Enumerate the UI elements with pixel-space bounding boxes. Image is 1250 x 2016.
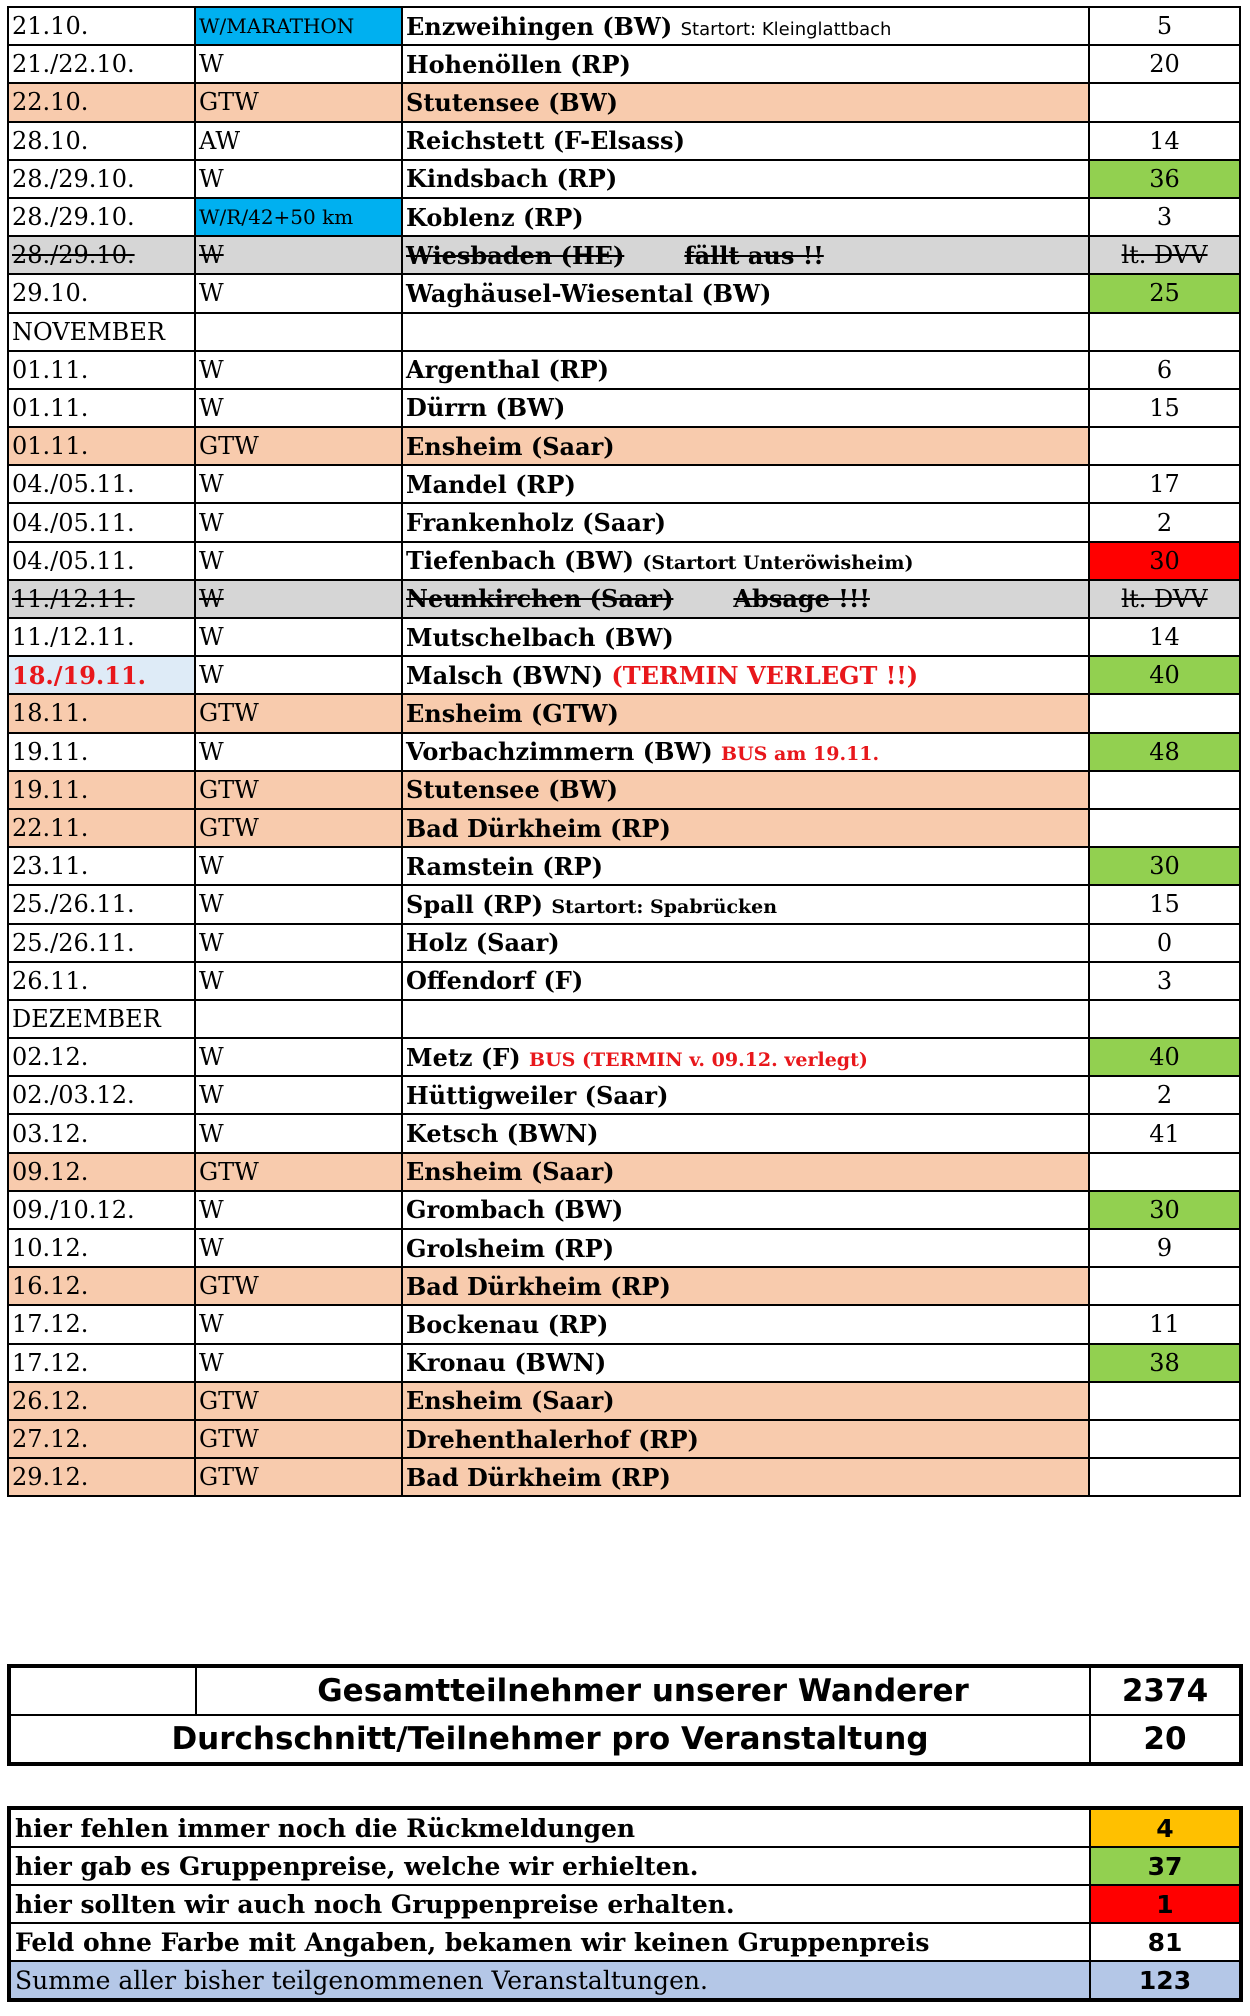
event-name (402, 618, 1089, 656)
event-name-text: Ensheim (Saar) (406, 1386, 615, 1416)
event-row (8, 1114, 1240, 1152)
event-row (8, 1076, 1240, 1114)
event-participants (1089, 771, 1240, 809)
event-row (8, 1305, 1240, 1343)
event-row (8, 389, 1240, 427)
event-date: 28./29.10. (8, 160, 195, 198)
event-date: 10.12. (8, 1229, 195, 1267)
event-type: W (195, 465, 402, 503)
event-participants: 5 (1089, 7, 1240, 45)
event-row (8, 1229, 1240, 1267)
totals-spacer-cell (9, 1666, 196, 1715)
event-name (402, 274, 1089, 312)
event-row (8, 847, 1240, 885)
average-participants-label: Durchschnitt/Teilnehmer pro Veranstaltung (9, 1715, 1090, 1764)
legend-text: Feld ohne Farbe mit Angaben, bekamen wir keinen Gruppenpreis (9, 1923, 1090, 1961)
event-row (8, 1344, 1240, 1382)
event-name (402, 809, 1089, 847)
event-date: 11./12.11. (8, 580, 195, 618)
total-participants-row (9, 1666, 1241, 1715)
event-type: W (195, 389, 402, 427)
event-date: 27.12. (8, 1420, 195, 1458)
event-participants: 40 (1089, 656, 1240, 694)
event-date: 02./03.12. (8, 1076, 195, 1114)
event-note: Startort: Kleinglattbach (680, 18, 892, 40)
event-participants: 14 (1089, 122, 1240, 160)
event-name-text: Ketsch (BWN) (406, 1119, 599, 1149)
event-type: W (195, 847, 402, 885)
event-name (402, 198, 1089, 236)
event-name-text: Bad Dürkheim (RP) (406, 813, 671, 843)
event-type: W (195, 885, 402, 923)
event-name-text: Enzweihingen (BW) (406, 11, 673, 41)
legend-table (7, 1806, 1243, 2002)
event-date: 19.11. (8, 771, 195, 809)
event-name-text: Stutensee (BW) (406, 775, 619, 805)
event-name-text: Argenthal (RP) (406, 355, 610, 385)
event-type: W (195, 274, 402, 312)
event-type: GTW (195, 83, 402, 121)
event-name (402, 1038, 1089, 1076)
event-cancel-note: fällt aus !! (684, 240, 824, 270)
event-type: W (195, 1114, 402, 1152)
event-participants (1089, 694, 1240, 732)
event-row (8, 656, 1240, 694)
event-name (402, 962, 1089, 1000)
event-name-text: Vorbachzimmern (BW) (406, 737, 713, 767)
event-participants: 17 (1089, 465, 1240, 503)
event-participants: 3 (1089, 198, 1240, 236)
legend-value: 81 (1090, 1923, 1241, 1961)
event-type (195, 1000, 402, 1038)
event-date: NOVEMBER (8, 313, 195, 351)
legend-table-body (9, 1808, 1241, 2000)
event-name-text: Grolsheim (RP) (406, 1233, 615, 1263)
event-type: GTW (195, 771, 402, 809)
event-type: W (195, 656, 402, 694)
event-row (8, 1038, 1240, 1076)
event-date: 17.12. (8, 1344, 195, 1382)
legend-row (9, 1808, 1241, 1847)
event-name-text: Bad Dürkheim (RP) (406, 1271, 671, 1301)
event-name-text: Mandel (RP) (406, 469, 576, 499)
event-type: W (195, 236, 402, 274)
month-header-row (8, 313, 1240, 351)
event-name-text: Koblenz (RP) (406, 202, 584, 232)
event-row (8, 1153, 1240, 1191)
event-name (402, 694, 1089, 732)
event-row (8, 427, 1240, 465)
event-date: 02.12. (8, 1038, 195, 1076)
event-date: 16.12. (8, 1267, 195, 1305)
event-row (8, 542, 1240, 580)
event-participants: 15 (1089, 885, 1240, 923)
event-name (402, 83, 1089, 121)
event-name (402, 503, 1089, 541)
event-type: W (195, 580, 402, 618)
event-row (8, 733, 1240, 771)
event-participants: 30 (1089, 847, 1240, 885)
event-name-text: Mutschelbach (BW) (406, 622, 674, 652)
event-date: 11./12.11. (8, 618, 195, 656)
event-participants: lt. DVV (1089, 580, 1240, 618)
event-name (402, 465, 1089, 503)
events-table-body (8, 7, 1240, 1496)
event-date: 19.11. (8, 733, 195, 771)
event-row (8, 83, 1240, 121)
event-date: 26.12. (8, 1382, 195, 1420)
event-red-note: (TERMIN VERLEGT !!) (611, 660, 919, 690)
event-date: 28./29.10. (8, 198, 195, 236)
event-type: W (195, 1038, 402, 1076)
event-participants: 30 (1089, 542, 1240, 580)
event-row (8, 1382, 1240, 1420)
event-name-text: Grombach (BW) (406, 1195, 624, 1225)
event-name (402, 389, 1089, 427)
event-type: AW (195, 122, 402, 160)
event-date: 25./26.11. (8, 924, 195, 962)
event-date: 01.11. (8, 351, 195, 389)
event-participants (1089, 1153, 1240, 1191)
event-type: GTW (195, 1420, 402, 1458)
legend-row (9, 1961, 1241, 2000)
event-date: 21.10. (8, 7, 195, 45)
event-name-text: Frankenholz (Saar) (406, 508, 666, 538)
event-name (402, 1076, 1089, 1114)
event-note: Startort: Spabrücken (551, 895, 778, 918)
event-participants (1089, 1458, 1240, 1496)
average-participants-value: 20 (1090, 1715, 1241, 1764)
event-participants: 2 (1089, 1076, 1240, 1114)
event-type: W (195, 618, 402, 656)
event-name (402, 313, 1089, 351)
event-row (8, 962, 1240, 1000)
event-name (402, 427, 1089, 465)
event-date: 25./26.11. (8, 885, 195, 923)
event-row (8, 618, 1240, 656)
event-participants: 40 (1089, 1038, 1240, 1076)
legend-value: 37 (1090, 1847, 1241, 1885)
event-name (402, 1382, 1089, 1420)
event-date: 18./19.11. (8, 656, 195, 694)
event-date: 26.11. (8, 962, 195, 1000)
event-note: (Startort Unteröwisheim) (642, 552, 914, 575)
event-name-text: Hohenöllen (RP) (406, 49, 631, 79)
event-name (402, 1153, 1089, 1191)
legend-row (9, 1923, 1241, 1961)
event-row (8, 198, 1240, 236)
event-name-text: Kronau (BWN) (406, 1348, 607, 1378)
event-participants: 36 (1089, 160, 1240, 198)
average-participants-row (9, 1715, 1241, 1764)
event-name-text: Ensheim (GTW) (406, 698, 619, 728)
total-participants-label: Gesamtteilnehmer unserer Wanderer (196, 1666, 1090, 1715)
event-participants: 11 (1089, 1305, 1240, 1343)
event-date: 23.11. (8, 847, 195, 885)
event-type: GTW (195, 1267, 402, 1305)
event-type: GTW (195, 1382, 402, 1420)
event-row (8, 1191, 1240, 1229)
legend-row (9, 1885, 1241, 1923)
event-name (402, 1267, 1089, 1305)
event-date: 18.11. (8, 694, 195, 732)
event-participants (1089, 313, 1240, 351)
event-type: GTW (195, 694, 402, 732)
event-name (402, 7, 1089, 45)
event-name-text: Wiesbaden (HE) (406, 240, 625, 270)
event-row (8, 1267, 1240, 1305)
event-date: 29.12. (8, 1458, 195, 1496)
event-participants: 6 (1089, 351, 1240, 389)
events-table (7, 6, 1241, 1497)
legend-text: hier fehlen immer noch die Rückmeldungen (9, 1808, 1090, 1847)
event-type: W (195, 733, 402, 771)
event-type: W (195, 160, 402, 198)
event-date: 09./10.12. (8, 1191, 195, 1229)
event-participants: 2 (1089, 503, 1240, 541)
event-red-note: BUS am 19.11. (721, 743, 880, 766)
event-participants (1089, 1382, 1240, 1420)
event-date: 01.11. (8, 389, 195, 427)
event-row (8, 694, 1240, 732)
event-date: 22.10. (8, 83, 195, 121)
event-participants (1089, 1420, 1240, 1458)
event-type: W/MARATHON (195, 7, 402, 45)
event-name (402, 771, 1089, 809)
event-row (8, 45, 1240, 83)
event-name (402, 1229, 1089, 1267)
event-name (402, 924, 1089, 962)
event-row (8, 503, 1240, 541)
event-name-text: Ramstein (RP) (406, 851, 603, 881)
event-name-text: Offendorf (F) (406, 966, 584, 996)
event-name (402, 1114, 1089, 1152)
event-row (8, 160, 1240, 198)
event-name-text: Tiefenbach (BW) (406, 546, 634, 576)
event-name (402, 885, 1089, 923)
event-participants: lt. DVV (1089, 236, 1240, 274)
event-type: W (195, 962, 402, 1000)
event-name (402, 1344, 1089, 1382)
event-row (8, 7, 1240, 45)
event-name-text: Holz (Saar) (406, 928, 560, 958)
event-type: W (195, 1076, 402, 1114)
event-row (8, 809, 1240, 847)
event-name (402, 1420, 1089, 1458)
event-name (402, 542, 1089, 580)
legend-value: 4 (1090, 1808, 1241, 1847)
event-type: GTW (195, 1458, 402, 1496)
event-date: 03.12. (8, 1114, 195, 1152)
event-date: 09.12. (8, 1153, 195, 1191)
event-date: 01.11. (8, 427, 195, 465)
event-participants (1089, 1267, 1240, 1305)
event-name-text: Bad Dürkheim (RP) (406, 1462, 671, 1492)
event-name-text: Ensheim (Saar) (406, 431, 615, 461)
event-name (402, 733, 1089, 771)
event-participants (1089, 83, 1240, 121)
event-date: 04./05.11. (8, 503, 195, 541)
event-participants (1089, 427, 1240, 465)
event-date: 04./05.11. (8, 542, 195, 580)
event-date: 21./22.10. (8, 45, 195, 83)
legend-text: hier gab es Gruppenpreise, welche wir erhielten. (9, 1847, 1090, 1885)
event-participants: 20 (1089, 45, 1240, 83)
event-participants: 30 (1089, 1191, 1240, 1229)
event-type: GTW (195, 1153, 402, 1191)
legend-text: Summe aller bisher teilgenommenen Veranstaltungen. (9, 1961, 1090, 2000)
event-name-text: Kindsbach (RP) (406, 164, 618, 194)
event-date: 04./05.11. (8, 465, 195, 503)
event-participants: 41 (1089, 1114, 1240, 1152)
event-name (402, 351, 1089, 389)
event-cancel-note: Absage !!! (733, 584, 870, 614)
event-row (8, 771, 1240, 809)
event-date: 29.10. (8, 274, 195, 312)
event-name (402, 1000, 1089, 1038)
event-participants (1089, 809, 1240, 847)
event-type: W (195, 503, 402, 541)
event-date: 28./29.10. (8, 236, 195, 274)
event-name-text: Spall (RP) (406, 889, 543, 919)
event-name (402, 122, 1089, 160)
month-header-row (8, 1000, 1240, 1038)
event-name (402, 847, 1089, 885)
legend-text: hier sollten wir auch noch Gruppenpreise erhalten. (9, 1885, 1090, 1923)
event-row (8, 1458, 1240, 1496)
event-participants: 0 (1089, 924, 1240, 962)
event-row (8, 236, 1240, 274)
event-row (8, 885, 1240, 923)
event-name (402, 1458, 1089, 1496)
event-date: 17.12. (8, 1305, 195, 1343)
event-type: W (195, 1229, 402, 1267)
event-name (402, 236, 1089, 274)
event-participants: 48 (1089, 733, 1240, 771)
event-name-text: Drehenthalerhof (RP) (406, 1424, 699, 1454)
event-participants: 14 (1089, 618, 1240, 656)
event-name-text: Neunkirchen (Saar) (406, 584, 674, 614)
event-name (402, 160, 1089, 198)
legend-row (9, 1847, 1241, 1885)
event-date: 28.10. (8, 122, 195, 160)
event-name-text: Bockenau (RP) (406, 1309, 609, 1339)
event-row (8, 924, 1240, 962)
event-row (8, 274, 1240, 312)
event-row (8, 122, 1240, 160)
legend-value: 1 (1090, 1885, 1241, 1923)
event-participants (1089, 1000, 1240, 1038)
event-name (402, 1305, 1089, 1343)
event-name (402, 656, 1089, 694)
event-participants: 38 (1089, 1344, 1240, 1382)
event-name-text: Dürrn (BW) (406, 393, 566, 423)
totals-table (7, 1664, 1243, 1766)
event-type: W (195, 1305, 402, 1343)
event-name (402, 45, 1089, 83)
event-type: GTW (195, 809, 402, 847)
event-type (195, 313, 402, 351)
event-type: W (195, 542, 402, 580)
event-row (8, 465, 1240, 503)
event-participants: 3 (1089, 962, 1240, 1000)
event-row (8, 351, 1240, 389)
event-name (402, 1191, 1089, 1229)
event-date: 22.11. (8, 809, 195, 847)
event-date: DEZEMBER (8, 1000, 195, 1038)
event-name-text: Ensheim (Saar) (406, 1157, 615, 1187)
event-name-text: Malsch (BWN) (406, 660, 604, 690)
event-name-text: Hüttigweiler (Saar) (406, 1080, 669, 1110)
event-name-text: Stutensee (BW) (406, 87, 619, 117)
event-type: W (195, 45, 402, 83)
event-type: W (195, 351, 402, 389)
event-row (8, 1420, 1240, 1458)
event-row (8, 580, 1240, 618)
event-participants: 15 (1089, 389, 1240, 427)
total-participants-value: 2374 (1090, 1666, 1241, 1715)
event-type: W (195, 1191, 402, 1229)
legend-value: 123 (1090, 1961, 1241, 2000)
event-name (402, 580, 1089, 618)
event-type: W (195, 924, 402, 962)
event-type: GTW (195, 427, 402, 465)
event-name-text: Reichstett (F-Elsass) (406, 126, 685, 156)
event-type: W/R/42+50 km (195, 198, 402, 236)
event-participants: 9 (1089, 1229, 1240, 1267)
event-participants: 25 (1089, 274, 1240, 312)
event-name-text: Metz (F) (406, 1042, 521, 1072)
event-red-note: BUS (TERMIN v. 09.12. verlegt) (529, 1048, 868, 1071)
event-name-text: Waghäusel-Wiesental (BW) (406, 278, 772, 308)
event-type: W (195, 1344, 402, 1382)
